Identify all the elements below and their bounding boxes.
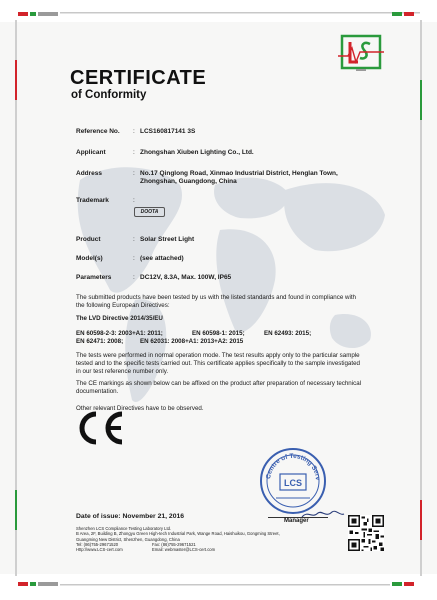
reference-number: LCS160817141 3S [140,128,196,135]
svg-text:Centre of Testing Service: Centre of Testing Serv [265,452,322,481]
field-colon: : [133,128,135,135]
lab-address-line1: B Area, 2F, Building B, Zhongyu Green High-tech Industrial Park, Wange Road, Haishuikou, Gongming Street, [76,531,280,537]
parameters-value: DC12V, 8.3A, Max. 100W, IP65 [140,274,232,281]
other-directives-statement: Other relevant Directives have to be observed. [76,405,204,412]
intro-statement: The submitted products have been tested by us with the listed standards and found in compliance with the following European Directives: [76,294,356,309]
right-border-bar [415,20,425,576]
applicant-address: No.17 Qinglong Road, Xinmao Industrial District, Henglan Town, Zhongshan, Guangdong, China [140,170,338,185]
left-border-bar [12,20,22,576]
standard-item: EN 62471: 2008; [76,338,124,345]
lab-address-line2: Guangming New District, Shenzhen, Guangdong, China [76,536,180,542]
trademark-logo: DOOTA [134,207,165,217]
ce-mark-logo [72,408,126,448]
certificate-subtitle: of Conformity [71,89,147,101]
certificate-title: CERTIFICATE [70,67,207,89]
field-colon: : [133,236,135,243]
field-label: Reference No. [76,128,120,135]
product-name: Solar Street Light [140,236,195,243]
field-colon: : [133,255,135,262]
lab-website: Http:\\www.LCS-cert.com [76,547,123,553]
standard-item: EN 62031: 2008+A1: 2013+A2: 2015 [140,338,244,345]
manager-label: Manager [284,518,309,524]
field-label: Address [76,170,103,177]
svg-text:LCS: LCS [284,478,302,488]
standard-item: EN 62493: 2015; [264,330,312,337]
field-colon: : [133,170,135,177]
lcs-logo [336,32,386,76]
standard-item: EN 60598-1: 2015; [192,330,245,337]
testing-service-stamp [258,446,328,516]
directive-title: The LVD Directive 2014/35/EU [76,315,163,322]
bottom-border-band [0,574,437,600]
field-label: Product [76,236,101,243]
field-label: Trademark [76,197,109,204]
top-border-band [0,0,437,22]
lab-email: Email: webmaster@LCS-cert.com [152,547,216,553]
models-value: (see attached) [140,255,184,262]
field-label: Model(s) [76,255,103,262]
issue-date: Date of issue: November 21, 2016 [76,513,185,520]
lab-fax: Fax: (86)755-29671521 [152,541,196,547]
field-colon: : [133,197,135,204]
field-label: Applicant [76,149,106,156]
field-colon: : [133,274,135,281]
lab-company: Shenzhen LCS Compliance Testing Laboratory Ltd. [76,526,172,531]
qr-code [348,515,384,551]
applicant-name: Zhongshan Xiuben Lighting Co., Ltd. [140,149,254,156]
ce-marking-statement: The CE markings as shown below can be affixed on the product after preparation of necessary technical documentation. [76,380,362,395]
standard-item: EN 60598-2-3: 2003+A1: 2011; [76,330,163,337]
tests-statement: The tests were performed in normal operation mode. The test results apply only to the particular sample tested and to the specific tests carried out. This certificate applies specifically to the sample investigated in our test reference number only. [76,352,360,375]
field-label: Parameters [76,274,112,281]
field-colon: : [133,149,135,156]
lab-tel: Tel: (86)755-29671520 [76,541,119,547]
